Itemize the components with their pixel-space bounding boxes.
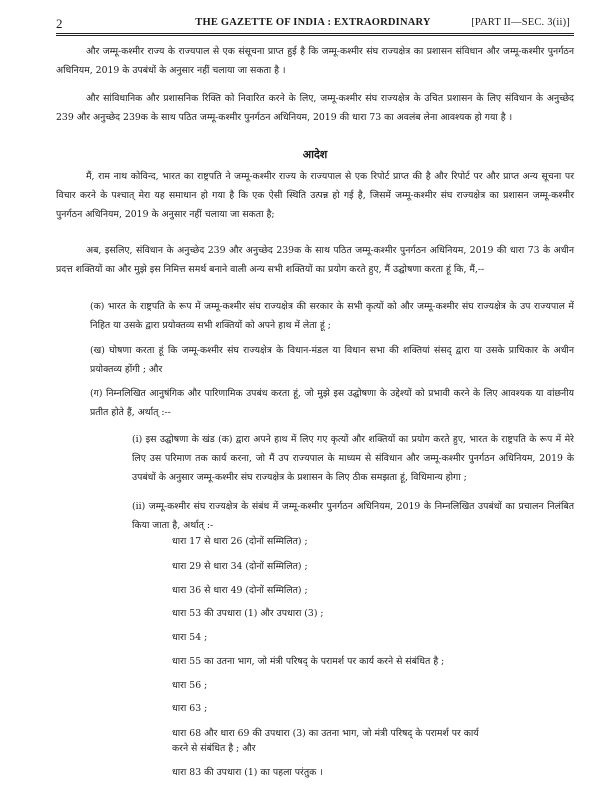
paragraph-1: और जम्मू-कश्मीर राज्य के राज्यपाल से एक संसूचना प्राप्त हुई है कि जम्मू-कश्मीर संघ राज्यक्षेत्र का प्रशासन संविधान और जम्मू-कश्मीर पुनर्गठन अधिनियम, 2019 के उपबंधों के अनुसार नहीं चलाया जा सकता है । [56, 46, 574, 76]
page-header [56, 14, 570, 32]
header-rule [56, 33, 574, 34]
subclause-ii: (ii) जम्मू-कश्मीर संघ राज्यक्षेत्र के संबंध में जम्मू-कश्मीर पुनर्गठन अधिनियम, 2019 के निम्नलिखित उपबंधों का प्रचालन निलंबित किया जाता है, अर्थात् :- [132, 501, 574, 531]
section-item-5: धारा 54 ; [172, 632, 208, 643]
part-section: [PART II—SEC. 3(ii)] [471, 17, 570, 28]
paragraph-4: अब, इसलिए, संविधान के अनुच्छेद 239 और अनुच्छेद 239क के साथ पठित जम्मू-कश्मीर पुनर्गठन अधिनियम, 2019 की धारा 73 के अधीन प्रदत्त शक्तियों का और मुझे इस निमित्त समर्थ बनाने वाली अन्य सभी शक्तियों का प्रयोग करते हुए, मैं उद्घोषणा करता हूं कि, मैं,-- [56, 245, 574, 275]
order-heading: आदेश [302, 148, 328, 161]
section-item-7: धारा 56 ; [172, 680, 208, 691]
subclause-i: (i) इस उद्घोषणा के खंड (क) द्वारा अपने हाथ में लिए गए कृत्यों और शक्तियों का प्रयोग करते हुए, भारत के राष्ट्रपति के रूप में मेरे लिए उस परिमाण तक कार्य करना, जो मैं उप राज्यपाल के माध्यम से संविधान और जम्मू-कश्मीर पुनर्गठन अधिनियम, 2019 के उपबंधों के अनुसार जम्मू-कश्मीर संघ राज्यक्षेत्र के प्रशासन के लिए ठीक समझता हूं, विधिमान्य होगा ; [132, 434, 574, 483]
header-rule-second [56, 35, 574, 36]
page-number: 2 [56, 16, 63, 31]
section-item-9: धारा 68 और धारा 69 की उपधारा (3) का उतना भाग, जो मंत्री परिषद् के परामर्श पर कार्य [172, 728, 479, 739]
section-item-6: धारा 55 का उतना भाग, जो मंत्री परिषद् के परामर्श पर कार्य करने से संबंधित है ; [172, 656, 445, 667]
paragraph-2: और सांविधानिक और प्रशासनिक रिक्ति को निवारित करने के लिए, जम्मू-कश्मीर संघ राज्यक्षेत्र के उचित प्रशासन के लिए संविधान के अनुच्छेद 239 और अनुच्छेद 239क के साथ पठित जम्मू-कश्मीर पुनर्गठन अधिनियम, 2019 की धारा 73 का अवलंब लेना आवश्यक हो गया है । [56, 93, 574, 123]
section-item-8: धारा 63 ; [172, 703, 208, 714]
section-item-10: धारा 83 की उपधारा (1) का पहला परंतुक । [172, 767, 323, 778]
section-item-4: धारा 53 की उपधारा (1) और उपधारा (3) ; [172, 608, 324, 619]
section-item-3: धारा 36 से धारा 49 (दोनों सम्मिलित) ; [172, 585, 308, 596]
paragraph-3: मैं, राम नाथ कोविन्द, भारत का राष्ट्रपति ने जम्मू-कश्मीर राज्य के राज्यपाल से एक रिपोर्ट प्राप्त की है और रिपोर्ट पर और प्राप्त अन्य सूचना पर विचार करने के पश्चात् मेरा यह समाधान हो गया है कि एक ऐसी स्थिति उत्पन्न हो गई है, जिसमें जम्मू-कश्मीर संघ राज्यक्षेत्र का प्रशासन जम्मू-कश्मीर पुनर्गठन अधिनियम, 2019 के अनुसार नहीं चलाया जा सकता है; [56, 171, 574, 220]
section-item-9-cont: करने से संबंधित है ; और [172, 743, 256, 754]
section-item-1: धारा 17 से धारा 26 (दोनों सम्मिलित) ; [172, 536, 308, 547]
gazette-title: THE GAZETTE OF INDIA : EXTRAORDINARY [195, 17, 431, 28]
clause-ka: (क) भारत के राष्ट्रपति के रूप में जम्मू-कश्मीर संघ राज्यक्षेत्र की सरकार के सभी कृत्यों को और जम्मू-कश्मीर संघ राज्यक्षेत्र के उप राज्यपाल में निहित या उसके द्वारा प्रयोक्तव्य सभी शक्तियों को अपने हाथ में लेता हूं ; [90, 301, 574, 331]
section-item-2: धारा 29 से धारा 34 (दोनों सम्मिलित) ; [172, 561, 308, 572]
clause-ga: (ग) निम्नलिखित आनुषंगिक और पारिणामिक उपबंध करता हूं, जो मुझे इस उद्घोषणा के उद्देश्यों को प्रभावी करने के लिए आवश्यक या वांछनीय प्रतीत होते हैं, अर्थात् :-- [90, 388, 574, 418]
clause-kha: (ख) घोषणा करता हूं कि जम्मू-कश्मीर संघ राज्यक्षेत्र के विधान-मंडल या विधान सभा की शक्तियां संसद् द्वारा या उसके प्राधिकार के अधीन प्रयोक्तव्य होंगी ; और [90, 345, 574, 375]
